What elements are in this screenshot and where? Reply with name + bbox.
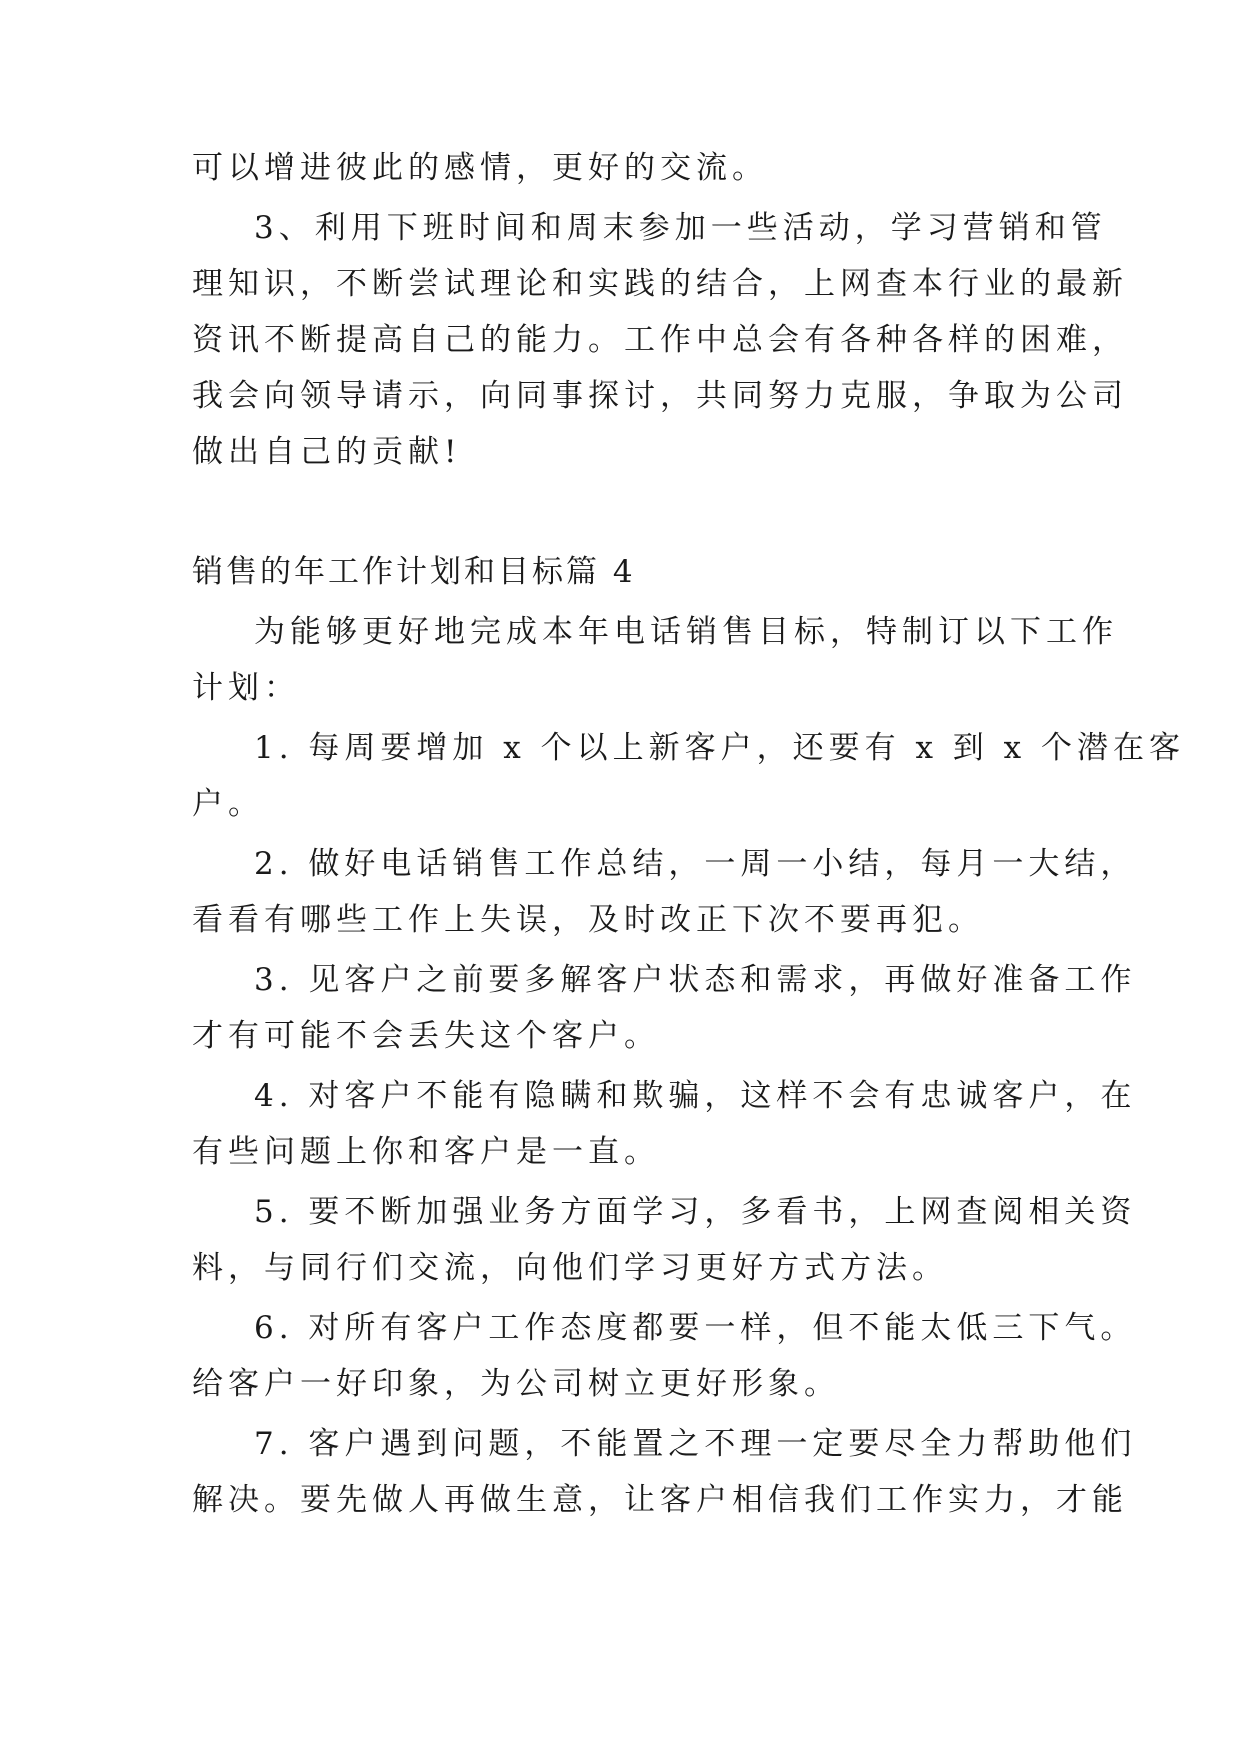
list-item-line: 有些问题上你和客户是一直。 — [192, 1134, 660, 1170]
list-item-line: 6. 对所有客户工作态度都要一样，但不能太低三下气。 — [254, 1310, 1137, 1346]
list-item-line: 1. 每周要增加 x 个以上新客户，还要有 x 到 x 个潜在客 — [254, 730, 1186, 766]
list-item-line: 户。 — [192, 786, 264, 822]
paragraph-line: 可以增进彼此的感情，更好的交流。 — [192, 150, 768, 186]
paragraph-line: 做出自己的贡献! — [192, 434, 462, 470]
list-item-line: 才有可能不会丢失这个客户。 — [192, 1018, 660, 1054]
paragraph-line: 资讯不断提高自己的能力。工作中总会有各种各样的困难， — [192, 322, 1128, 358]
list-item-line: 看看有哪些工作上失误，及时改正下次不要再犯。 — [192, 902, 984, 938]
list-item-line: 4. 对客户不能有隐瞒和欺骗，这样不会有忠诚客户，在 — [254, 1078, 1137, 1114]
paragraph-line: 计划： — [192, 670, 300, 706]
paragraph-line: 3、利用下班时间和周末参加一些活动，学习营销和管 — [254, 210, 1107, 246]
paragraph-line: 我会向领导请示，向同事探讨，共同努力克服，争取为公司 — [192, 378, 1128, 414]
paragraph-line: 为能够更好地完成本年电话销售目标，特制订以下工作 — [254, 614, 1118, 650]
list-item-line: 2. 做好电话销售工作总结，一周一小结，每月一大结， — [254, 846, 1137, 882]
list-item-line: 解决。要先做人再做生意，让客户相信我们工作实力，才能 — [192, 1482, 1128, 1518]
list-item-line: 5. 要不断加强业务方面学习，多看书，上网查阅相关资 — [254, 1194, 1137, 1230]
list-item-line: 给客户一好印象，为公司树立更好形象。 — [192, 1366, 840, 1402]
section-heading: 销售的年工作计划和目标篇 4 — [192, 554, 636, 590]
list-item-line: 料，与同行们交流，向他们学习更好方式方法。 — [192, 1250, 948, 1286]
list-item-line: 7. 客户遇到问题，不能置之不理一定要尽全力帮助他们 — [254, 1426, 1137, 1462]
list-item-line: 3. 见客户之前要多解客户状态和需求，再做好准备工作 — [254, 962, 1137, 998]
paragraph-line: 理知识，不断尝试理论和实践的结合，上网查本行业的最新 — [192, 266, 1128, 302]
